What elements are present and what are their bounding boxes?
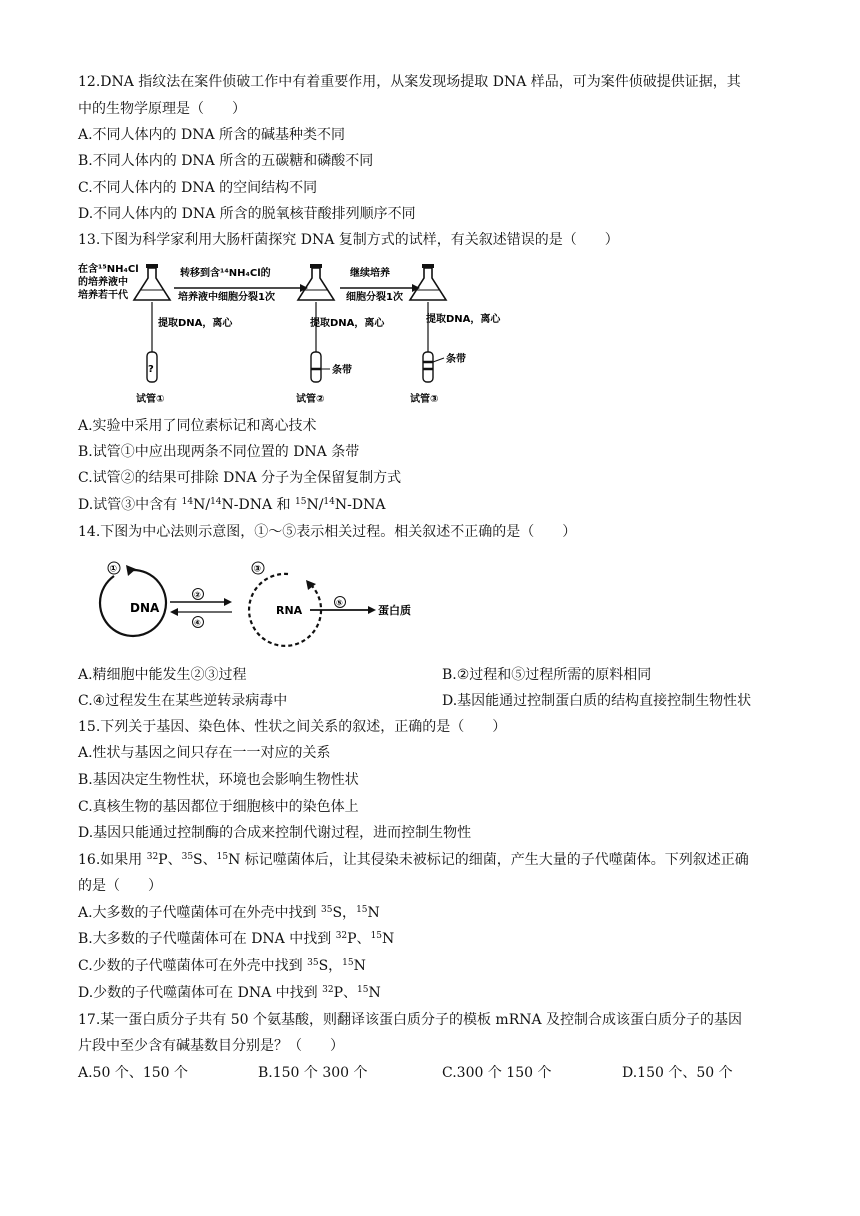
q16-option-b: B.大多数的子代噬菌体可在 DNA 中找到 $^{32}$P、$^{15}$N	[78, 931, 395, 947]
q13-band-label-2: 条带	[332, 365, 352, 376]
dna-label: DNA	[130, 601, 160, 615]
test-tube-2-icon	[311, 352, 330, 382]
test-tube-3-icon	[423, 352, 444, 382]
q14-option-a: A.精细胞中能发生②③过程	[78, 667, 247, 683]
q16-option-a: A.大多数的子代噬菌体可在外壳中找到 $^{35}$S，$^{15}$N	[78, 905, 380, 921]
q16-option-d: D.少数的子代噬菌体可在 DNA 中找到 $^{32}$P、$^{15}$N	[78, 985, 381, 1001]
q12-option-c: C.不同人体内的 DNA 的空间结构不同	[78, 180, 318, 196]
q13-start-label-3: 培养若干代	[78, 290, 128, 301]
q13-arrow1-label-1: 转移到含¹⁴NH₄Cl的	[180, 268, 271, 279]
q17-option-c: C.300 个 150 个	[442, 1065, 552, 1081]
flask-1-icon	[134, 264, 170, 300]
q13-tube3-label: 试管③	[410, 394, 439, 405]
q13-arrow1-label-2: 培养液中细胞分裂1次	[178, 292, 275, 303]
q15-option-b: B.基因决定生物性状，环境也会影响生物性状	[78, 772, 359, 788]
process-1-label: ①	[109, 564, 118, 575]
q13-start-label-1: 在含¹⁵NH₄Cl	[78, 264, 139, 275]
q13-tube2-label: 试管②	[296, 394, 325, 405]
q13-extract-label-3: 提取DNA，离心	[426, 314, 501, 325]
q15-stem: 15.下列关于基因、染色体、性状之间关系的叙述，正确的是（ ）	[78, 719, 507, 735]
q16-stem-line1: 16.如果用 $^{32}$P、$^{35}$S、$^{15}$N 标记噬菌体后，让其侵染未被标记的细菌，产生大量的子代噬菌体。下列叙述正确	[78, 852, 749, 868]
q13-extract-label-1: 提取DNA，离心	[158, 318, 233, 329]
q13-option-a: A.实验中采用了同位素标记和离心技术	[78, 418, 317, 434]
q14-stem: 14.下图为中心法则示意图，①～⑤表示相关过程。相关叙述不正确的是（ ）	[78, 524, 577, 540]
q17-stem-line2: 片段中至少含有碱基数目分别是？（ ）	[78, 1038, 344, 1054]
q12-stem-line2: 中的生物学原理是（ ）	[78, 101, 246, 117]
q15-option-a: A.性状与基因之间只存在一一对应的关系	[78, 745, 331, 761]
rna-label: RNA	[276, 604, 303, 617]
process-5-label: ⑤	[336, 598, 343, 608]
process-2-label: ②	[194, 590, 201, 600]
flask-2-icon	[298, 264, 334, 300]
q13-arrow2-label-2: 细胞分裂1次	[346, 292, 403, 303]
q17-option-a: A.50 个、150 个	[78, 1065, 188, 1081]
q12-option-b: B.不同人体内的 DNA 所含的五碳糖和磷酸不同	[78, 153, 374, 169]
q13-start-label-2: 的培养液中	[78, 277, 128, 288]
q12-option-a: A.不同人体内的 DNA 所含的碱基种类不同	[78, 127, 346, 143]
q15-option-d: D.基因只能通过控制酶的合成来控制代谢过程，进而控制生物性	[78, 825, 472, 841]
q13-extract-label-2: 提取DNA，离心	[310, 318, 385, 329]
q13-option-c: C.试管②的结果可排除 DNA 分子为全保留复制方式	[78, 470, 402, 486]
q13-arrow2-label-1: 继续培养	[350, 268, 390, 279]
q13-option-b: B.试管①中应出现两条不同位置的 DNA 条带	[78, 444, 360, 460]
process-4-label: ④	[194, 618, 201, 628]
q14-option-d: D.基因能通过控制蛋白质的结构直接控制生物性状	[442, 693, 752, 709]
q13-figure-dna-replication	[78, 258, 518, 410]
q17-stem-line1: 17.某一蛋白质分子共有 50 个氨基酸，则翻译该蛋白质分子的模板 mRNA 及控制合成该蛋白质分子的基因	[78, 1012, 743, 1028]
q14-option-b: B.②过程和⑤过程所需的原料相同	[442, 667, 652, 683]
q17-option-b: B.150 个 300 个	[258, 1065, 368, 1081]
q13-band-label-3: 条带	[446, 354, 466, 365]
flask-3-icon	[410, 264, 446, 300]
q13-stem: 13.下图为科学家利用大肠杆菌探究 DNA 复制方式的试样，有关叙述错误的是（ ）	[78, 232, 619, 248]
q16-stem-line2: 的是（ ）	[78, 878, 162, 894]
q14-figure-central-dogma	[78, 554, 438, 654]
q16-option-c: C.少数的子代噬菌体可在外壳中找到 $^{35}$S，$^{15}$N	[78, 958, 366, 974]
process-3-label: ③	[253, 564, 262, 575]
q12-option-d: D.不同人体内的 DNA 所含的脱氧核苷酸排列顺序不同	[78, 206, 416, 222]
q15-option-c: C.真核生物的基因都位于细胞核中的染色体上	[78, 799, 359, 815]
q14-option-c: C.④过程发生在某些逆转录病毒中	[78, 693, 288, 709]
q13-option-d: D.试管③中含有 $^{14}$N/$^{14}$N-DNA 和 $^{15}$N/$^{14}$N-DNA	[78, 497, 386, 513]
q13-tube1-label: 试管①	[136, 394, 165, 405]
q17-option-d: D.150 个、50 个	[622, 1065, 733, 1081]
protein-label: 蛋白质	[378, 604, 411, 617]
q13-tube1-mark: ?	[148, 364, 154, 375]
q12-stem-line1: 12.DNA 指纹法在案件侦破工作中有着重要作用，从案发现场提取 DNA 样品，可为案件侦破提供证据，其	[78, 74, 741, 90]
